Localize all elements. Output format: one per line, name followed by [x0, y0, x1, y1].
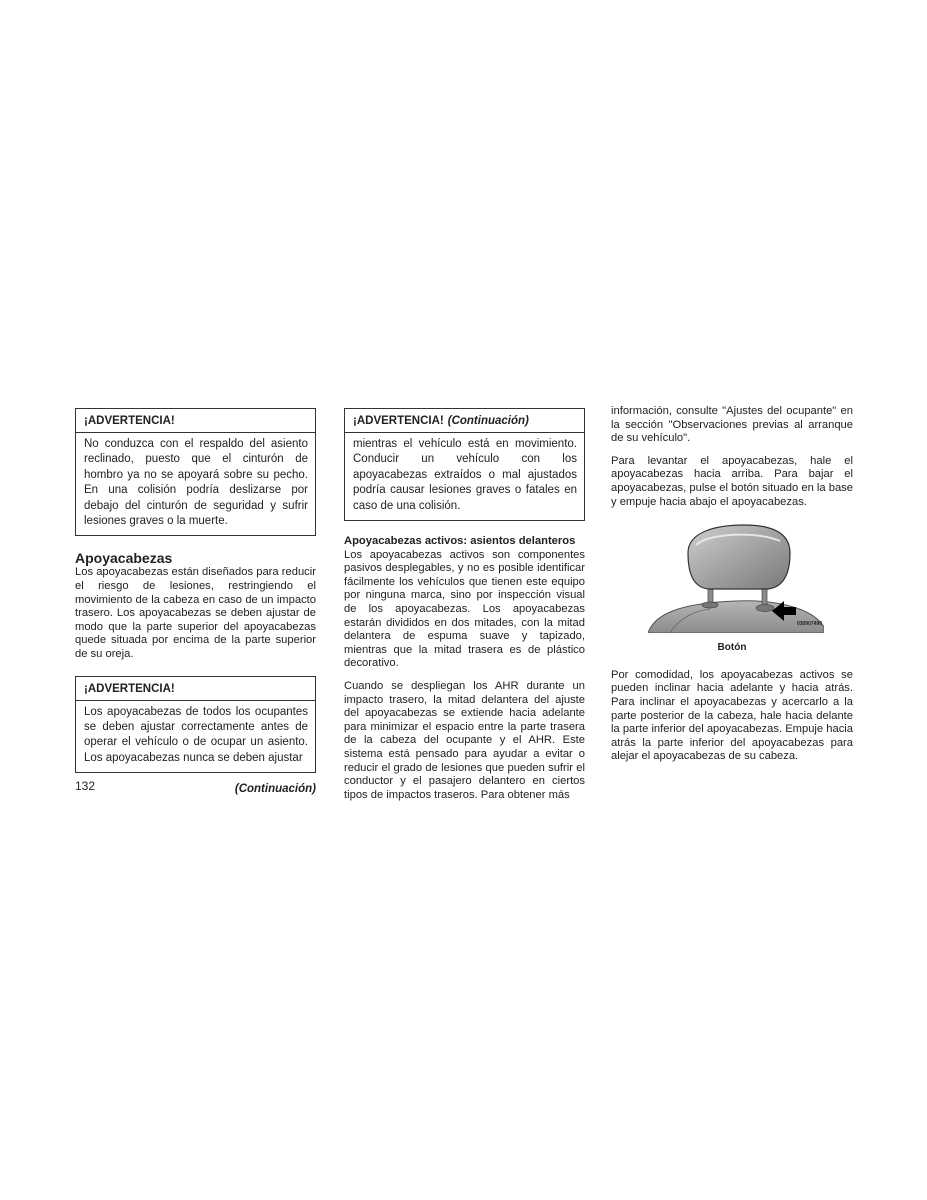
warning-title [345, 409, 584, 433]
warning-box-continued [344, 408, 585, 521]
section-heading-head-restraints: Apoyacabezas [75, 550, 173, 567]
warning-title: ¡ADVERTENCIA! [76, 677, 315, 701]
warning-text: No conduzca con el respaldo del asiento reclinado, puesto que el cinturón de hombro ya no se apoyará sobre su pecho. En una colisión podría deslizarse por debajo del cinturón de seguridad y sufrir lesiones graves o la muerte. [84, 438, 308, 528]
continued-label: (Continuación) [234, 783, 316, 796]
warning-text: mientras el vehículo está en movimiento. Conducir un vehículo con los apoyacabezas extraídos o mal ajustados podría causar lesiones graves o fatales en caso de una colisión. [353, 438, 577, 512]
paragraph-2: Cuando se despliegan los AHR durante un impacto trasero, la mitad delantera del ajuste del apoyacabezas se extiende hacia adelante para minimizar el espacio entre la parte trasera de la cabeza del ocupante y el AHR. Este sistema está pensado para ayudar a evitar o reducir el grado de lesiones que pueden sufrir el conductor y el pasajero delantero en ciertos tipos de impactos traseros. Para obtener más [344, 679, 585, 801]
warning-box-seatback [75, 408, 316, 536]
paragraph-2: Para levantar el apoyacabezas, hale el apoyacabezas hacia arriba. Para bajar el apoyacabezas, pulse el botón situado en la base y empuje hacia abajo el apoyacabezas. [611, 454, 853, 508]
section-paragraph: Los apoyacabezas están diseñados para reducir el riesgo de lesiones, restringiendo el movimiento de la cabeza en caso de un impacto trasero. Los apoyacabezas se deben ajustar de modo que la parte superior del apoyacabezas quede situada por encima de la parte superior de su oreja. [75, 566, 316, 660]
paragraph-3: Por comodidad, los apoyacabezas activos se pueden inclinar hacia adelante y hacia atrás. Para inclinar el apoyacabezas y acercarlo a la parte posterior de la cabeza, hale hacia delante la parte inferior del apoyacabezas. Empuje hacia atrás la parte inferior del apoyacabezas para alejar el apoyacabezas de su cabeza. [611, 668, 853, 763]
column-2 [344, 408, 585, 802]
figure-caption: Botón [717, 642, 747, 654]
warning-title-continued: (Continuación) [447, 415, 529, 427]
warning-box-adjust [75, 676, 316, 774]
page-number: 132 [75, 779, 96, 793]
subheading-active-head-restraints: Apoyacabezas activos: asientos delanteros [344, 535, 576, 548]
warning-text: Los apoyacabezas de todos los ocupantes se deben ajustar correctamente antes de operar el vehículo o de ocupar un asiento. Los apoyacabezas nunca se deben ajustar [84, 705, 308, 764]
column-3 [611, 405, 853, 764]
paragraph-1: Los apoyacabezas activos son componentes pasivos desplegables, y no es posible identificar fácilmente los vehículos que tienen este equipo por ninguna marca, sino por inspección visual de los apoyacabezas. Los apoyacabezas estarán divididos en dos mitades, con la mitad delantera de espuma suave y tapizado, mientras que la mitad trasera es de plástico decorativo. [344, 548, 585, 670]
head-restraint-illustration [648, 523, 824, 633]
paragraph-1: información, consulte "Ajustes del ocupante" en la sección "Observaciones previas al arranque de su vehículo". [611, 405, 853, 445]
column-1 [75, 408, 316, 797]
warning-title: ¡ADVERTENCIA! [76, 409, 315, 433]
warning-title-text: ¡ADVERTENCIA! [353, 415, 444, 427]
figure-code: 030907490 [796, 620, 822, 627]
